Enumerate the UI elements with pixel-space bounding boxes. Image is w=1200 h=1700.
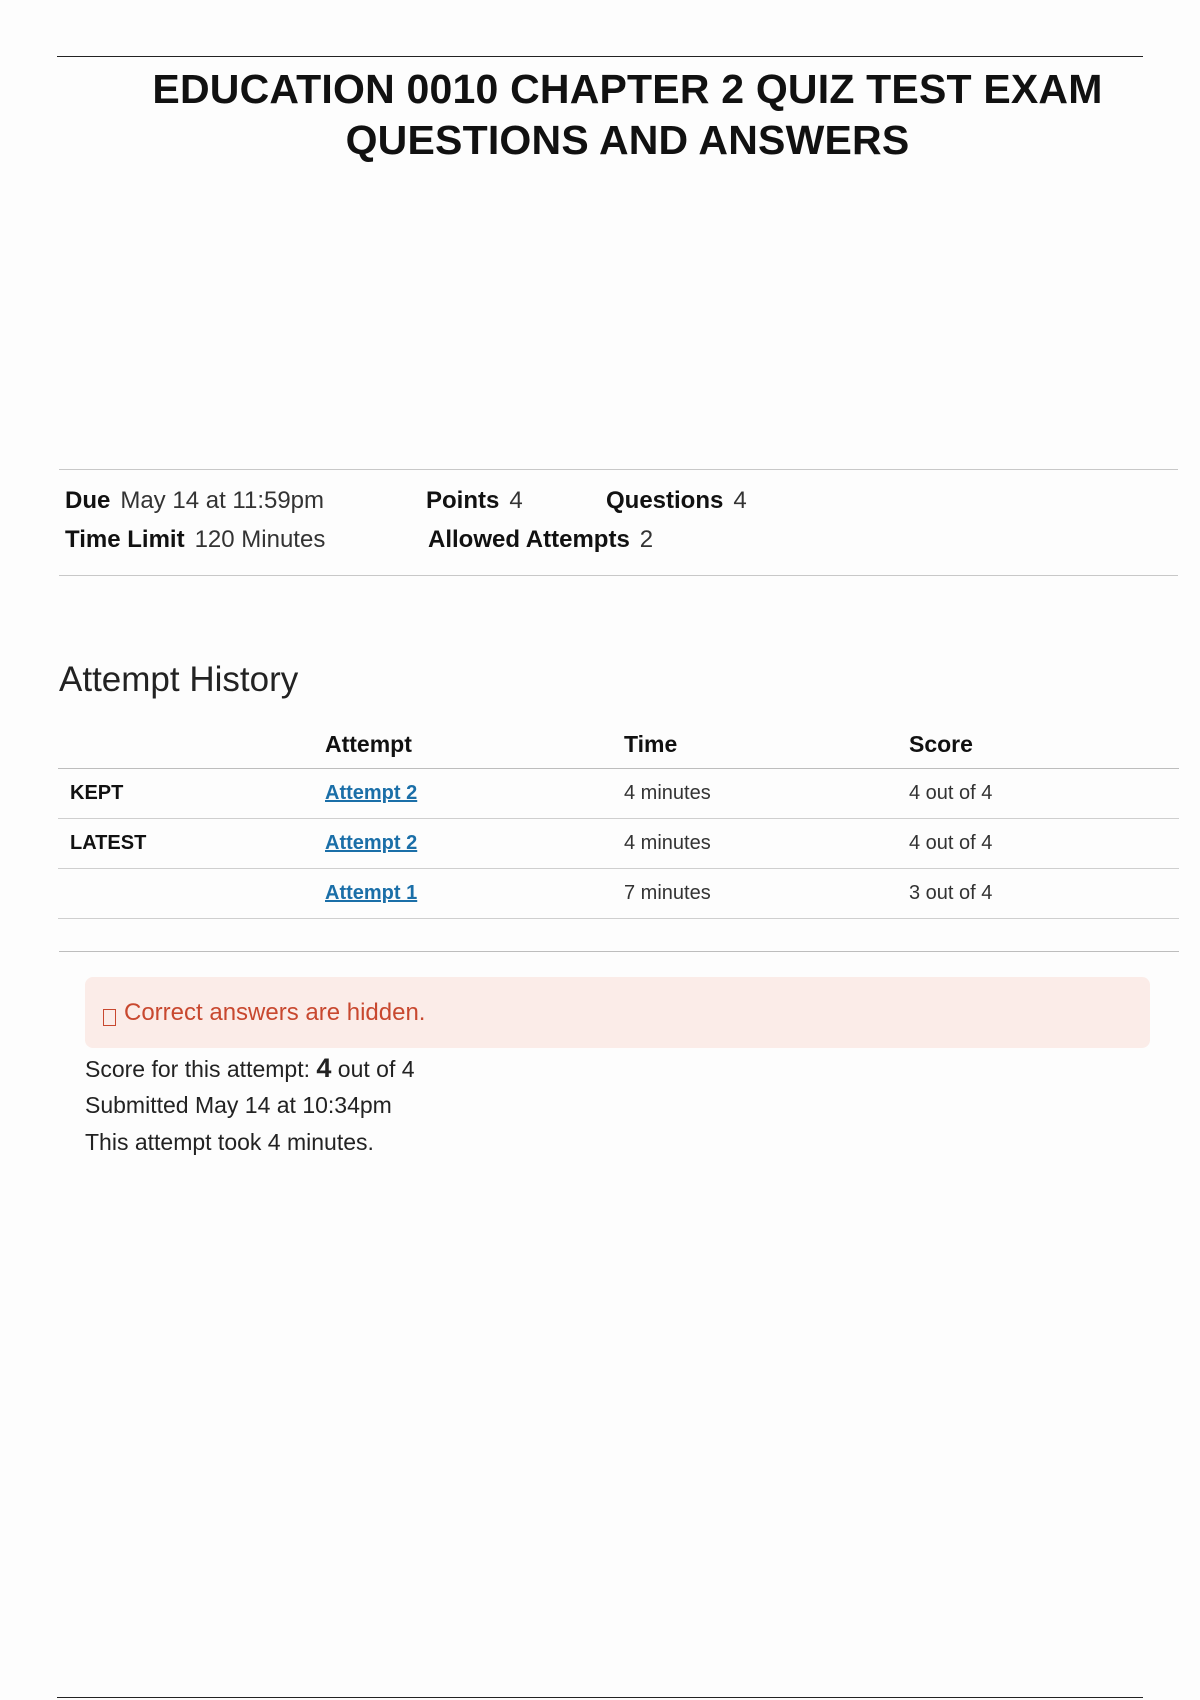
hidden-answers-notice: [85, 977, 1150, 1048]
attempt-cell: [325, 869, 624, 919]
attempt-cell: [325, 819, 624, 869]
questions-value: 4: [733, 487, 747, 514]
submitted-line: Submitted May 14 at 10:34pm: [85, 1092, 392, 1118]
attempt-cell: [325, 769, 624, 819]
table-header-row: [58, 720, 1179, 769]
points-value: 4: [509, 487, 523, 514]
score-value: 4: [316, 1053, 332, 1083]
due-detail: [65, 487, 324, 515]
time-limit-detail: [65, 526, 325, 554]
time-limit-value: 120 Minutes: [194, 526, 326, 553]
allowed-attempts-value: 2: [639, 526, 654, 553]
questions-detail: [606, 487, 747, 515]
attempt-history-table: [58, 720, 1179, 919]
score-suffix: out of 4: [337, 1056, 415, 1082]
points-detail: [426, 487, 523, 515]
column-header-score: Score: [909, 720, 1179, 769]
due-value: May 14 at 11:59pm: [120, 487, 325, 514]
score-cell: 4 out of 4: [909, 769, 1179, 819]
row-status-label: [58, 869, 325, 919]
time-cell: 4 minutes: [624, 769, 909, 819]
table-row: [58, 869, 1179, 919]
row-status-label: KEPT: [58, 769, 325, 819]
points-label: Points: [426, 487, 500, 514]
score-cell: 4 out of 4: [909, 819, 1179, 869]
questions-label: Questions: [606, 487, 724, 514]
bottom-divider: [57, 1697, 1143, 1698]
attempt-history-title: Attempt History: [59, 660, 299, 699]
attempt-link[interactable]: Attempt 2: [325, 782, 418, 804]
time-cell: 4 minutes: [624, 819, 909, 869]
attempt-link[interactable]: Attempt 1: [325, 882, 418, 904]
attempt-summary: [85, 1050, 415, 1161]
score-prefix: Score for this attempt:: [85, 1056, 310, 1082]
due-label: Due: [65, 487, 111, 514]
time-limit-label: Time Limit: [65, 526, 185, 553]
table-row: [58, 819, 1179, 869]
allowed-attempts-label: Allowed Attempts: [428, 526, 630, 553]
score-cell: 3 out of 4: [909, 869, 1179, 919]
notice-text: Correct answers are hidden.: [124, 998, 426, 1026]
table-row: [58, 769, 1179, 819]
score-line: [85, 1050, 415, 1087]
column-header-time: Time: [624, 720, 909, 769]
section-divider: [59, 951, 1179, 952]
column-header-label: [58, 720, 325, 769]
column-header-attempt: Attempt: [325, 720, 624, 769]
warning-icon: [103, 1009, 116, 1026]
quiz-details: [59, 469, 1178, 576]
row-status-label: LATEST: [58, 819, 325, 869]
attempt-link[interactable]: Attempt 2: [325, 832, 418, 854]
top-divider: [57, 56, 1143, 57]
time-cell: 7 minutes: [624, 869, 909, 919]
duration-line: This attempt took 4 minutes.: [85, 1129, 374, 1155]
allowed-attempts-detail: [428, 526, 653, 554]
document-title: EDUCATION 0010 CHAPTER 2 QUIZ TEST EXAM QUESTIONS AND ANSWERS: [152, 66, 1103, 163]
